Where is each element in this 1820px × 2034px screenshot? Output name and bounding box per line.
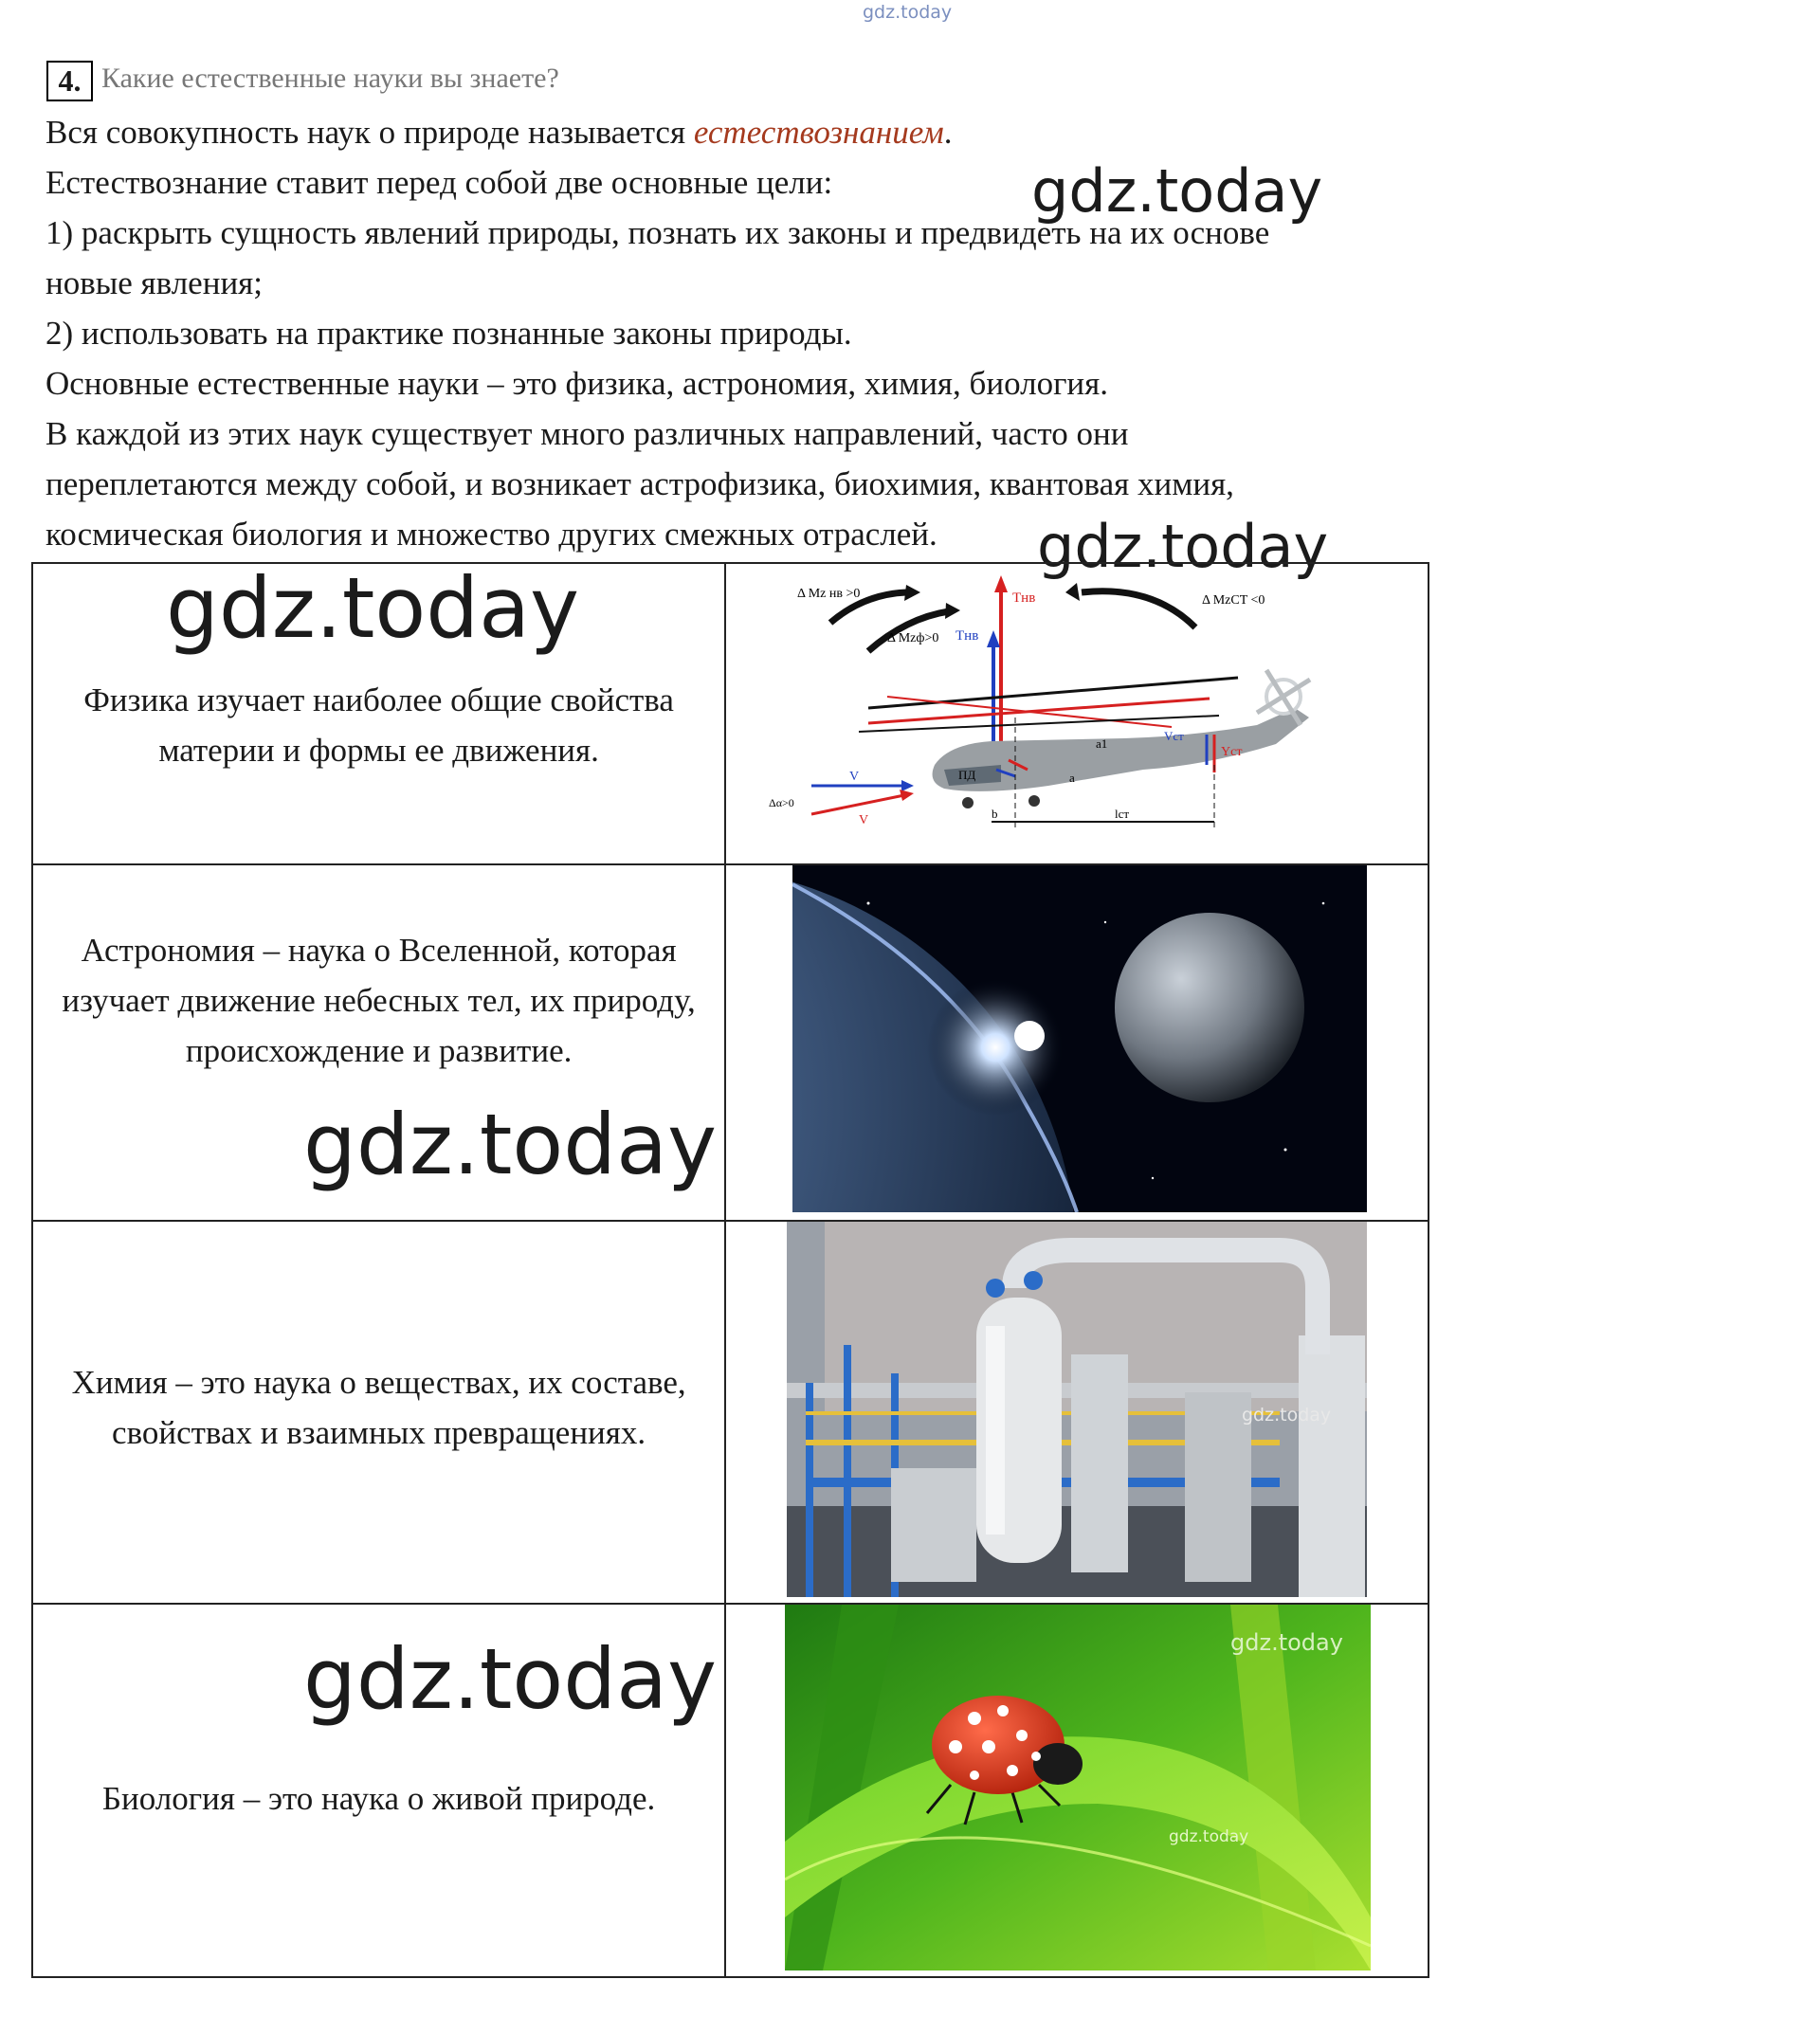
chemical-plant-image (787, 1222, 1367, 1597)
line1-text: Вся совокупность наук о природе называется (46, 114, 694, 151)
table-row-chemistry (32, 1221, 1429, 1604)
paragraph-line-2: Естествознание ставит перед собой две основные цели: (46, 164, 833, 201)
task-number-box: 4. (46, 61, 93, 101)
ladybug-on-grass-image (785, 1605, 1371, 1970)
label-v-ct: Vст (1164, 729, 1185, 743)
label-dm-nv: Δ Mz нв >0 (797, 587, 861, 601)
chemistry-image-cell (725, 1221, 1429, 1604)
watermark-physics: gdz.today (166, 559, 580, 657)
chemistry-text-cell (32, 1221, 725, 1604)
label-dm-zf: Δ Mzф>0 (887, 631, 939, 645)
label-l-ct: lст (1115, 807, 1130, 821)
biology-photo-watermark-2: gdz.today (1169, 1827, 1249, 1846)
astronomy-image-cell (725, 864, 1429, 1221)
biology-text-cell (32, 1604, 725, 1977)
physics-image-cell (725, 563, 1429, 864)
line1-end: . (943, 114, 953, 151)
table-row-astronomy (32, 864, 1429, 1221)
physics-text-cell (32, 559, 725, 864)
label-dm-ct: Δ MzCT <0 (1202, 593, 1265, 608)
label-pd: ПД (958, 768, 976, 782)
watermark-biology: gdz.today (303, 1630, 718, 1728)
space-earth-moon-image (792, 865, 1367, 1212)
astronomy-description: Астрономия – наука о Вселенной, которая изучает движение небесных тел, их природу, происхождение и развитие. (62, 931, 696, 1069)
label-t-nv-blue: Tнв (956, 628, 979, 644)
label-v-blue: V (849, 770, 860, 784)
highlight-term: естествознанием (693, 114, 944, 151)
table-row-biology (32, 1604, 1429, 1977)
table-row-physics (32, 563, 1429, 864)
biology-photo-watermark-1: gdz.today (1230, 1629, 1344, 1656)
paragraph-line-7: В каждой из этих наук существует много различных направлений, часто они (46, 415, 1129, 452)
chemistry-description: Химия – это наука о веществах, их составе, свойствах и взаимных превращениях. (71, 1364, 686, 1451)
paragraph-line-9: космическая биология и множество других смежных отраслей. (46, 516, 937, 553)
watermark-2: gdz.today (1031, 512, 1334, 581)
paragraph-line-3: 1) раскрыть сущность явлений природы, познать их законы и предвидеть на их основе (46, 214, 1270, 251)
top-watermark: gdz.today (863, 2, 953, 23)
label-b: b (992, 807, 998, 821)
biology-image-cell (725, 1604, 1429, 1977)
watermark-astronomy: gdz.today (303, 1096, 718, 1193)
sciences-table (31, 559, 1429, 1978)
physics-description: Физика изучает наиболее общие свойства материи и формы ее движения. (83, 681, 674, 769)
label-t-nv-red: Tнв (1012, 590, 1036, 606)
watermark-1: gdz.today (1031, 156, 1323, 226)
label-v-red: V (859, 813, 869, 827)
label-a1: a1 (1096, 736, 1108, 751)
chemistry-photo-watermark: gdz.today (1242, 1405, 1332, 1426)
task-question: Какие естественные науки вы знаете? (101, 63, 559, 94)
label-y-ct: Yст (1221, 745, 1243, 759)
label-d-alpha: Δα>0 (769, 796, 794, 809)
label-a: a (1069, 771, 1075, 785)
paragraph-line-5: 2) использовать на практике познанные законы природы. (46, 315, 852, 352)
helicopter-forces-diagram (764, 575, 1409, 856)
biology-description: Биология – это наука о живой природе. (101, 1779, 656, 1817)
paragraph-line-4: новые явления; (46, 264, 264, 301)
paragraph-line-6: Основные естественные науки – это физика, астрономия, химия, биология. (46, 365, 1109, 402)
paragraph-line-8: переплетаются между собой, и возникает астрофизика, биохимия, квантовая химия, (46, 465, 1234, 502)
astronomy-text-cell (32, 864, 725, 1221)
paragraph-line-1 (46, 112, 953, 154)
